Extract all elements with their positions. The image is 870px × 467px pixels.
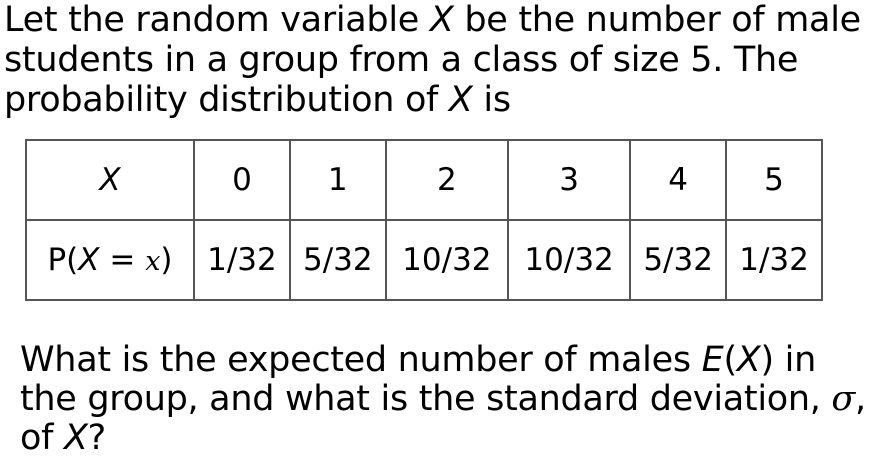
question-text-4: ? [87, 418, 106, 458]
intro-text-3: is [472, 80, 511, 120]
table-row-values [26, 140, 822, 220]
table-row-probabilities [26, 220, 822, 300]
table-cell: 10/32 [386, 220, 508, 300]
sigma-symbol: σ [831, 379, 855, 419]
intro-text-2: be the number of male students in a group from a class of size 5. The probability distribution of [4, 0, 861, 120]
table-cell: 10/32 [508, 220, 630, 300]
probability-distribution-table [25, 139, 823, 301]
variable-x: X [448, 80, 473, 120]
table-cell: 5/32 [630, 220, 726, 300]
expectation-symbol: E [701, 340, 724, 380]
question-text-3: , of [20, 379, 866, 458]
table-cell: 1 [290, 140, 386, 220]
question-text-1: What is the expected number of males [20, 340, 702, 380]
question-text-2: in the group, and what is the standard deviation, [20, 340, 832, 419]
problem-question: What is the expected number of males E(X) in the group, and what is the standard deviation, σ, of X? [20, 340, 866, 458]
table-cell: 0 [194, 140, 290, 220]
variable-x: X [429, 0, 454, 40]
row-header-probability: P(X = x) [26, 220, 194, 300]
variable-x: X [63, 418, 88, 458]
table-cell: 1/32 [194, 220, 290, 300]
table-cell: 4 [630, 140, 726, 220]
intro-text-1: Let the random variable [4, 0, 430, 40]
problem-intro [4, 0, 864, 120]
table-cell: 1/32 [726, 220, 822, 300]
table-cell: 5/32 [290, 220, 386, 300]
table-cell: 2 [386, 140, 508, 220]
table-cell: 5 [726, 140, 822, 220]
table-cell: 3 [508, 140, 630, 220]
row-header-x: X [26, 140, 194, 220]
variable-x: X [736, 340, 761, 380]
